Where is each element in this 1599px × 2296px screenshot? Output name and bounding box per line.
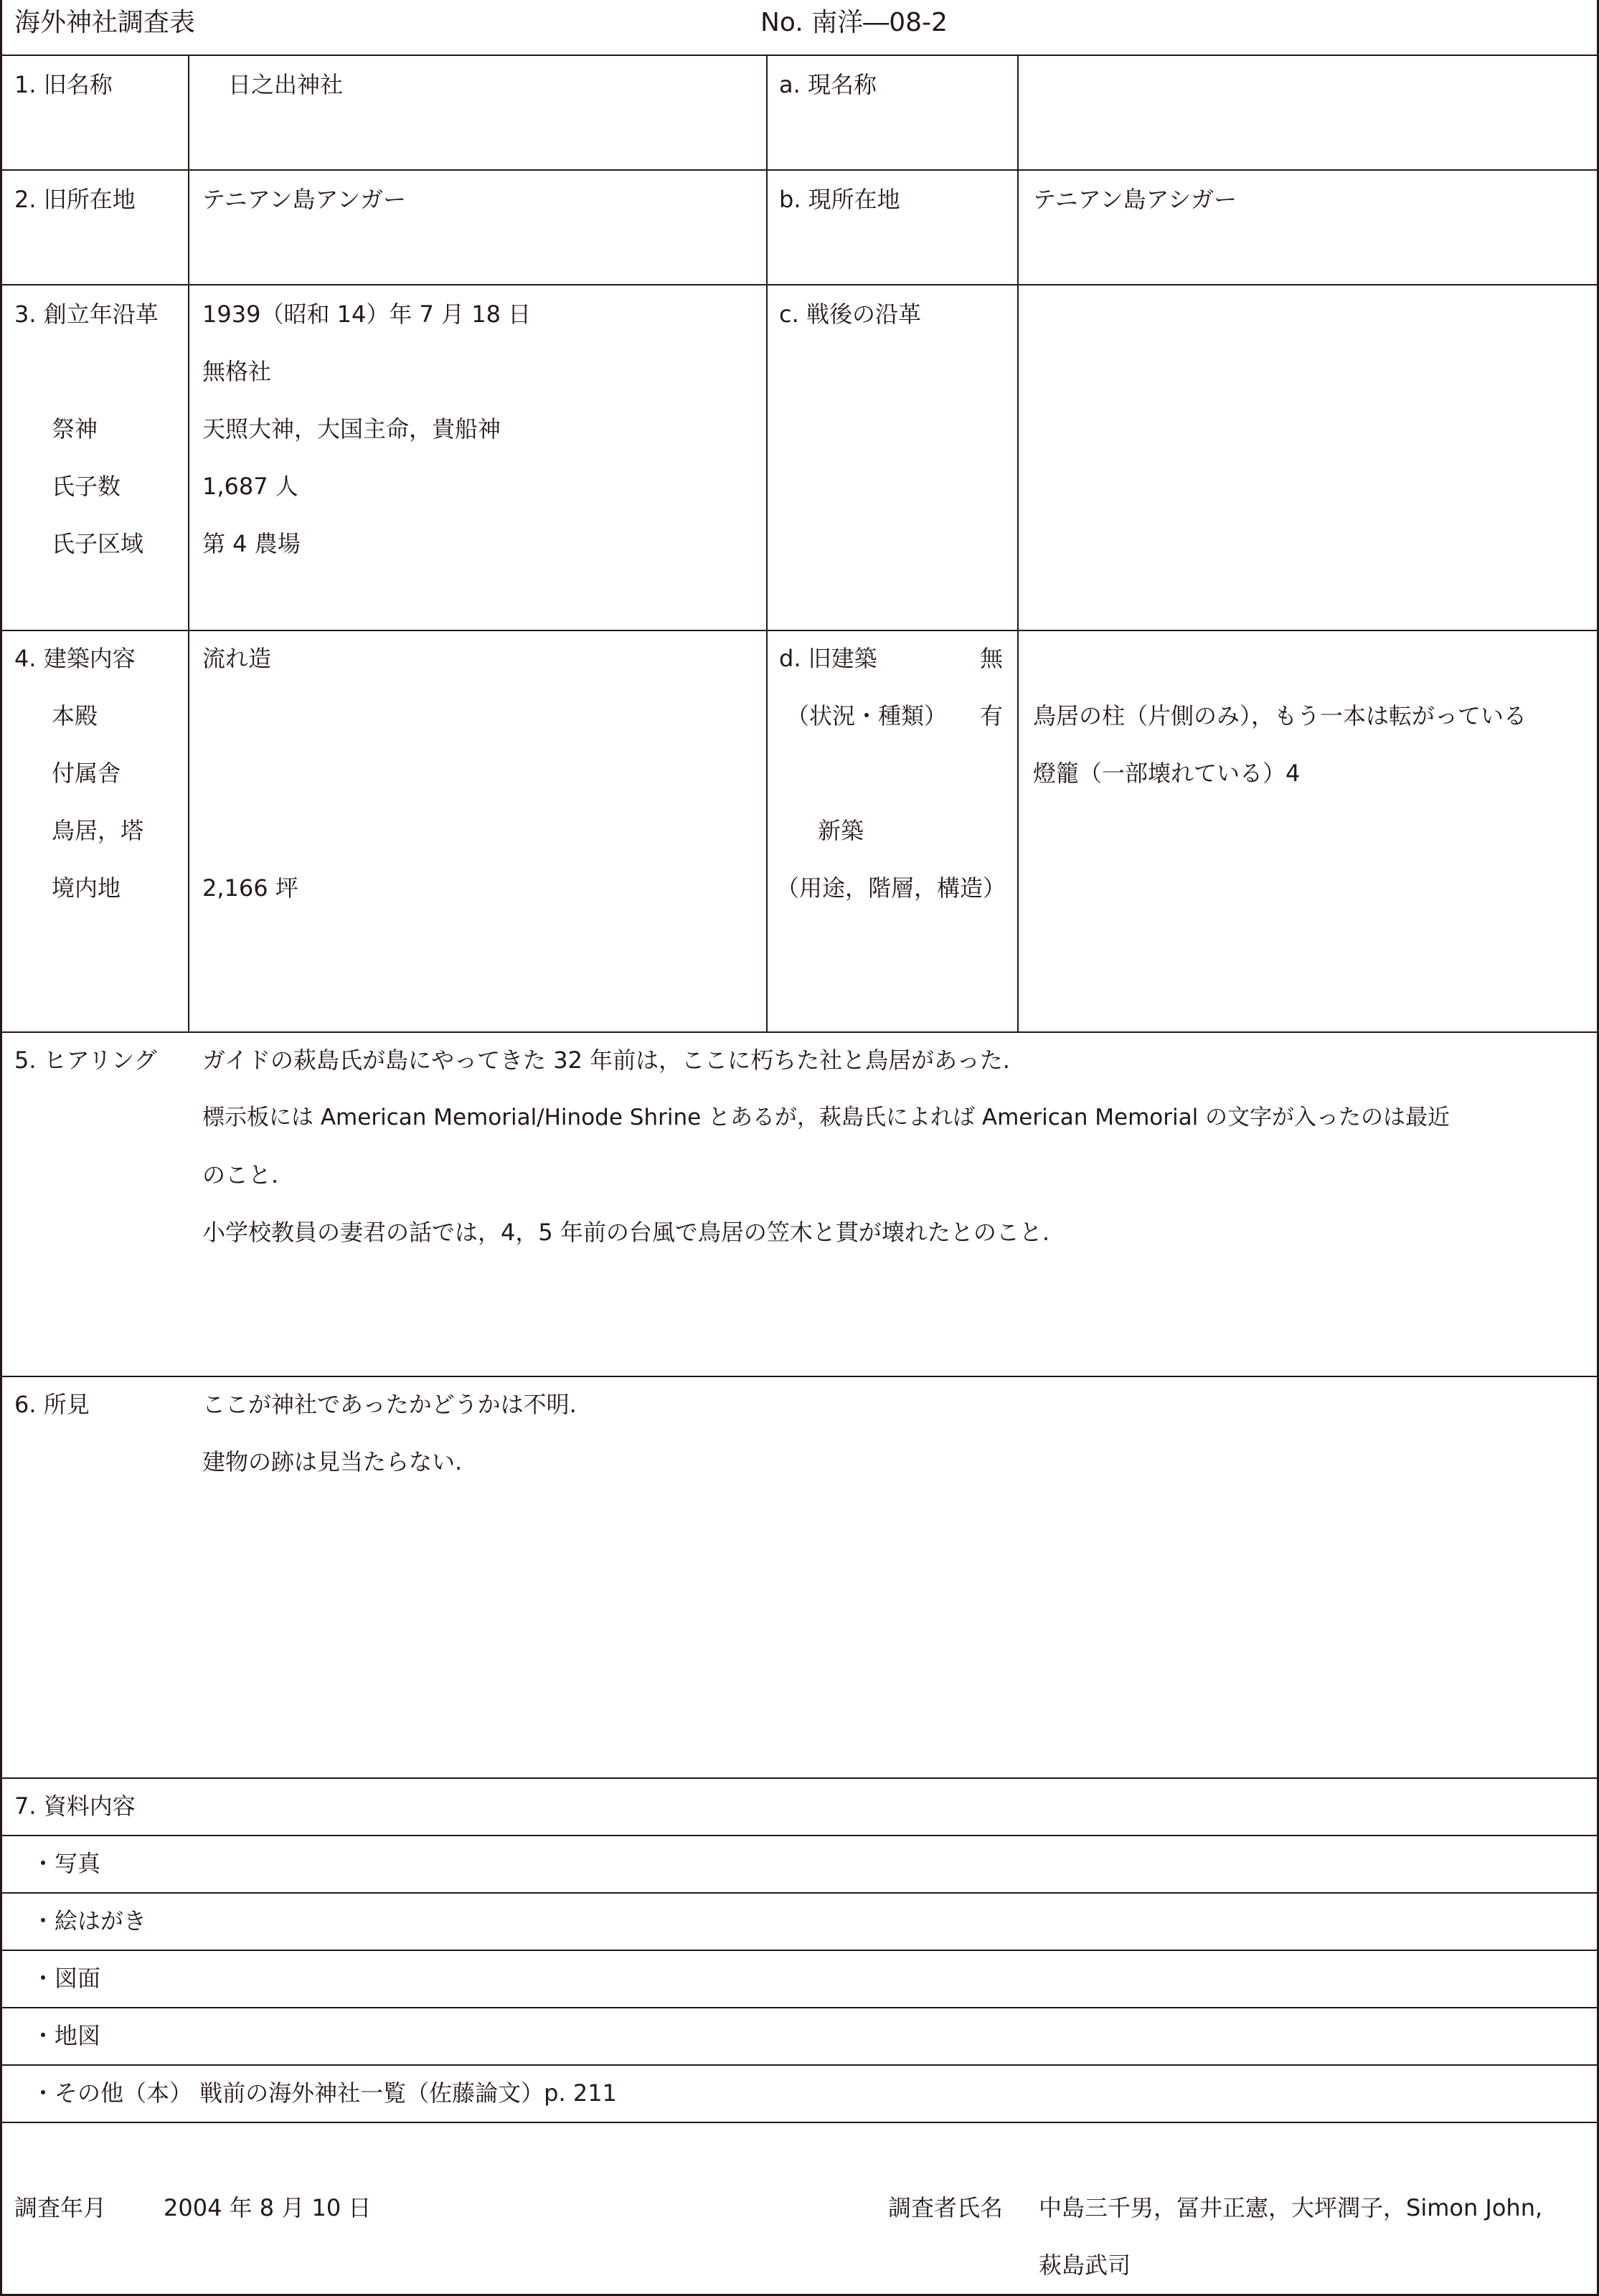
value-founding-date: 1939（昭和 14）年 7 月 18 日 (202, 301, 532, 328)
form-title: 海外神社調査表 (14, 8, 196, 37)
rule-row1 (0, 169, 1599, 171)
rule-row7b (0, 1892, 1599, 1894)
label-current-name: a. 現名称 (779, 71, 877, 98)
rule-col-mid (766, 55, 768, 1031)
label-current-location: b. 現所在地 (779, 186, 900, 213)
value-survey-date: 2004 年 8 月 10 日 (164, 2194, 372, 2221)
rule-row6 (0, 1777, 1599, 1779)
rule-row2 (0, 284, 1599, 285)
label-torii-tower: 鳥居，塔 (52, 817, 144, 844)
label-materials: 7. 資料内容 (14, 1792, 136, 1820)
rule-row4 (0, 1031, 1599, 1033)
label-annex: 付属舎 (52, 760, 121, 787)
label-founding: 3. 創立年沿革 (14, 301, 159, 328)
rule-row7c (0, 1950, 1599, 1951)
label-deity: 祭神 (52, 415, 98, 443)
material-item-photos: ・写真 (32, 1850, 101, 1877)
value-old-name: 日之出神社 (228, 71, 344, 98)
label-survey-date: 調査年月 (14, 2194, 107, 2221)
value-parishioners: 1,687 人 (202, 473, 298, 500)
value-parish-area: 第 4 農場 (202, 530, 301, 557)
value-current-location: テニアン島アシガー (1033, 186, 1237, 213)
value-old-building-2: 燈籠（一部壊れている）4 (1033, 760, 1301, 787)
value-architecture: 流れ造 (202, 645, 272, 672)
rule-col-right (1017, 55, 1019, 1031)
label-grounds: 境内地 (52, 874, 121, 902)
label-architecture: 4. 建築内容 (14, 645, 136, 672)
label-parishioners: 氏子数 (52, 473, 121, 500)
findings-line: ここが神社であったかどうかは不明. (202, 1391, 577, 1418)
rule-row7d (0, 2007, 1599, 2008)
label-new-build: 新築 (818, 817, 864, 844)
material-item-drawings: ・図面 (32, 1965, 101, 1992)
value-shrine-rank: 無格社 (202, 358, 272, 385)
material-item-postcards: ・絵はがき (32, 1907, 147, 1934)
material-item-maps: ・地図 (32, 2022, 101, 2049)
material-item-other: ・その他（本） 戦前の海外神社一覧（佐藤論文）p. 211 (32, 2079, 617, 2107)
value-deity: 天照大神，大国主命，貴船神 (202, 415, 501, 443)
rule-row5 (0, 1376, 1599, 1377)
label-investigators: 調査者氏名 (888, 2194, 1004, 2221)
label-use-structure: （用途，階層，構造） (776, 874, 1006, 902)
label-none: 無 (980, 645, 1004, 672)
rule-row7e (0, 2064, 1599, 2066)
rule-row7a (0, 1835, 1599, 1836)
rule-header (0, 55, 1599, 56)
label-old-name: 1. 旧名称 (14, 71, 113, 98)
hearing-line: 標示板には American Memorial/Hinode Shrine とあるが，萩島氏によれば American Memorial の文字が入ったのは最近 (202, 1105, 1451, 1130)
hearing-line: 小学校教員の妻君の話では，4，5 年前の台風で鳥居の笠木と貫が壊れたとのこと. (202, 1219, 1050, 1246)
hearing-line: ガイドの萩島氏が島にやってきた 32 年前は，ここに朽ちた社と鳥居があった. (202, 1047, 1010, 1074)
value-old-location: テニアン島アンガー (202, 186, 407, 213)
hearing-line: のこと. (202, 1161, 279, 1189)
label-yes: 有 (980, 702, 1004, 729)
value-old-building-1: 鳥居の柱（片側のみ），もう一本は転がっている (1033, 702, 1527, 729)
label-condition-type: （状況・種類） (786, 702, 948, 729)
label-main-hall: 本殿 (52, 702, 98, 729)
rule-col-label (188, 55, 189, 1031)
value-grounds: 2,166 坪 (202, 874, 298, 902)
label-postwar-history: c. 戦後の沿革 (779, 301, 921, 328)
value-investigators-1: 中島三千男，冨井正憲，大坪潤子，Simon John, (1039, 2194, 1543, 2221)
rule-row3 (0, 630, 1599, 631)
rule-row7f (0, 2122, 1599, 2123)
findings-line: 建物の跡は見当たらない. (202, 1448, 463, 1475)
value-investigators-2: 萩島武司 (1039, 2252, 1131, 2279)
label-old-buildings: d. 旧建築 (779, 645, 877, 672)
label-findings: 6. 所見 (14, 1391, 90, 1418)
label-parish-area: 氏子区域 (52, 530, 144, 557)
label-old-location: 2. 旧所在地 (14, 186, 136, 213)
label-hearing: 5. ヒアリング (14, 1047, 157, 1074)
form-number: No. 南洋―08-2 (760, 8, 948, 37)
